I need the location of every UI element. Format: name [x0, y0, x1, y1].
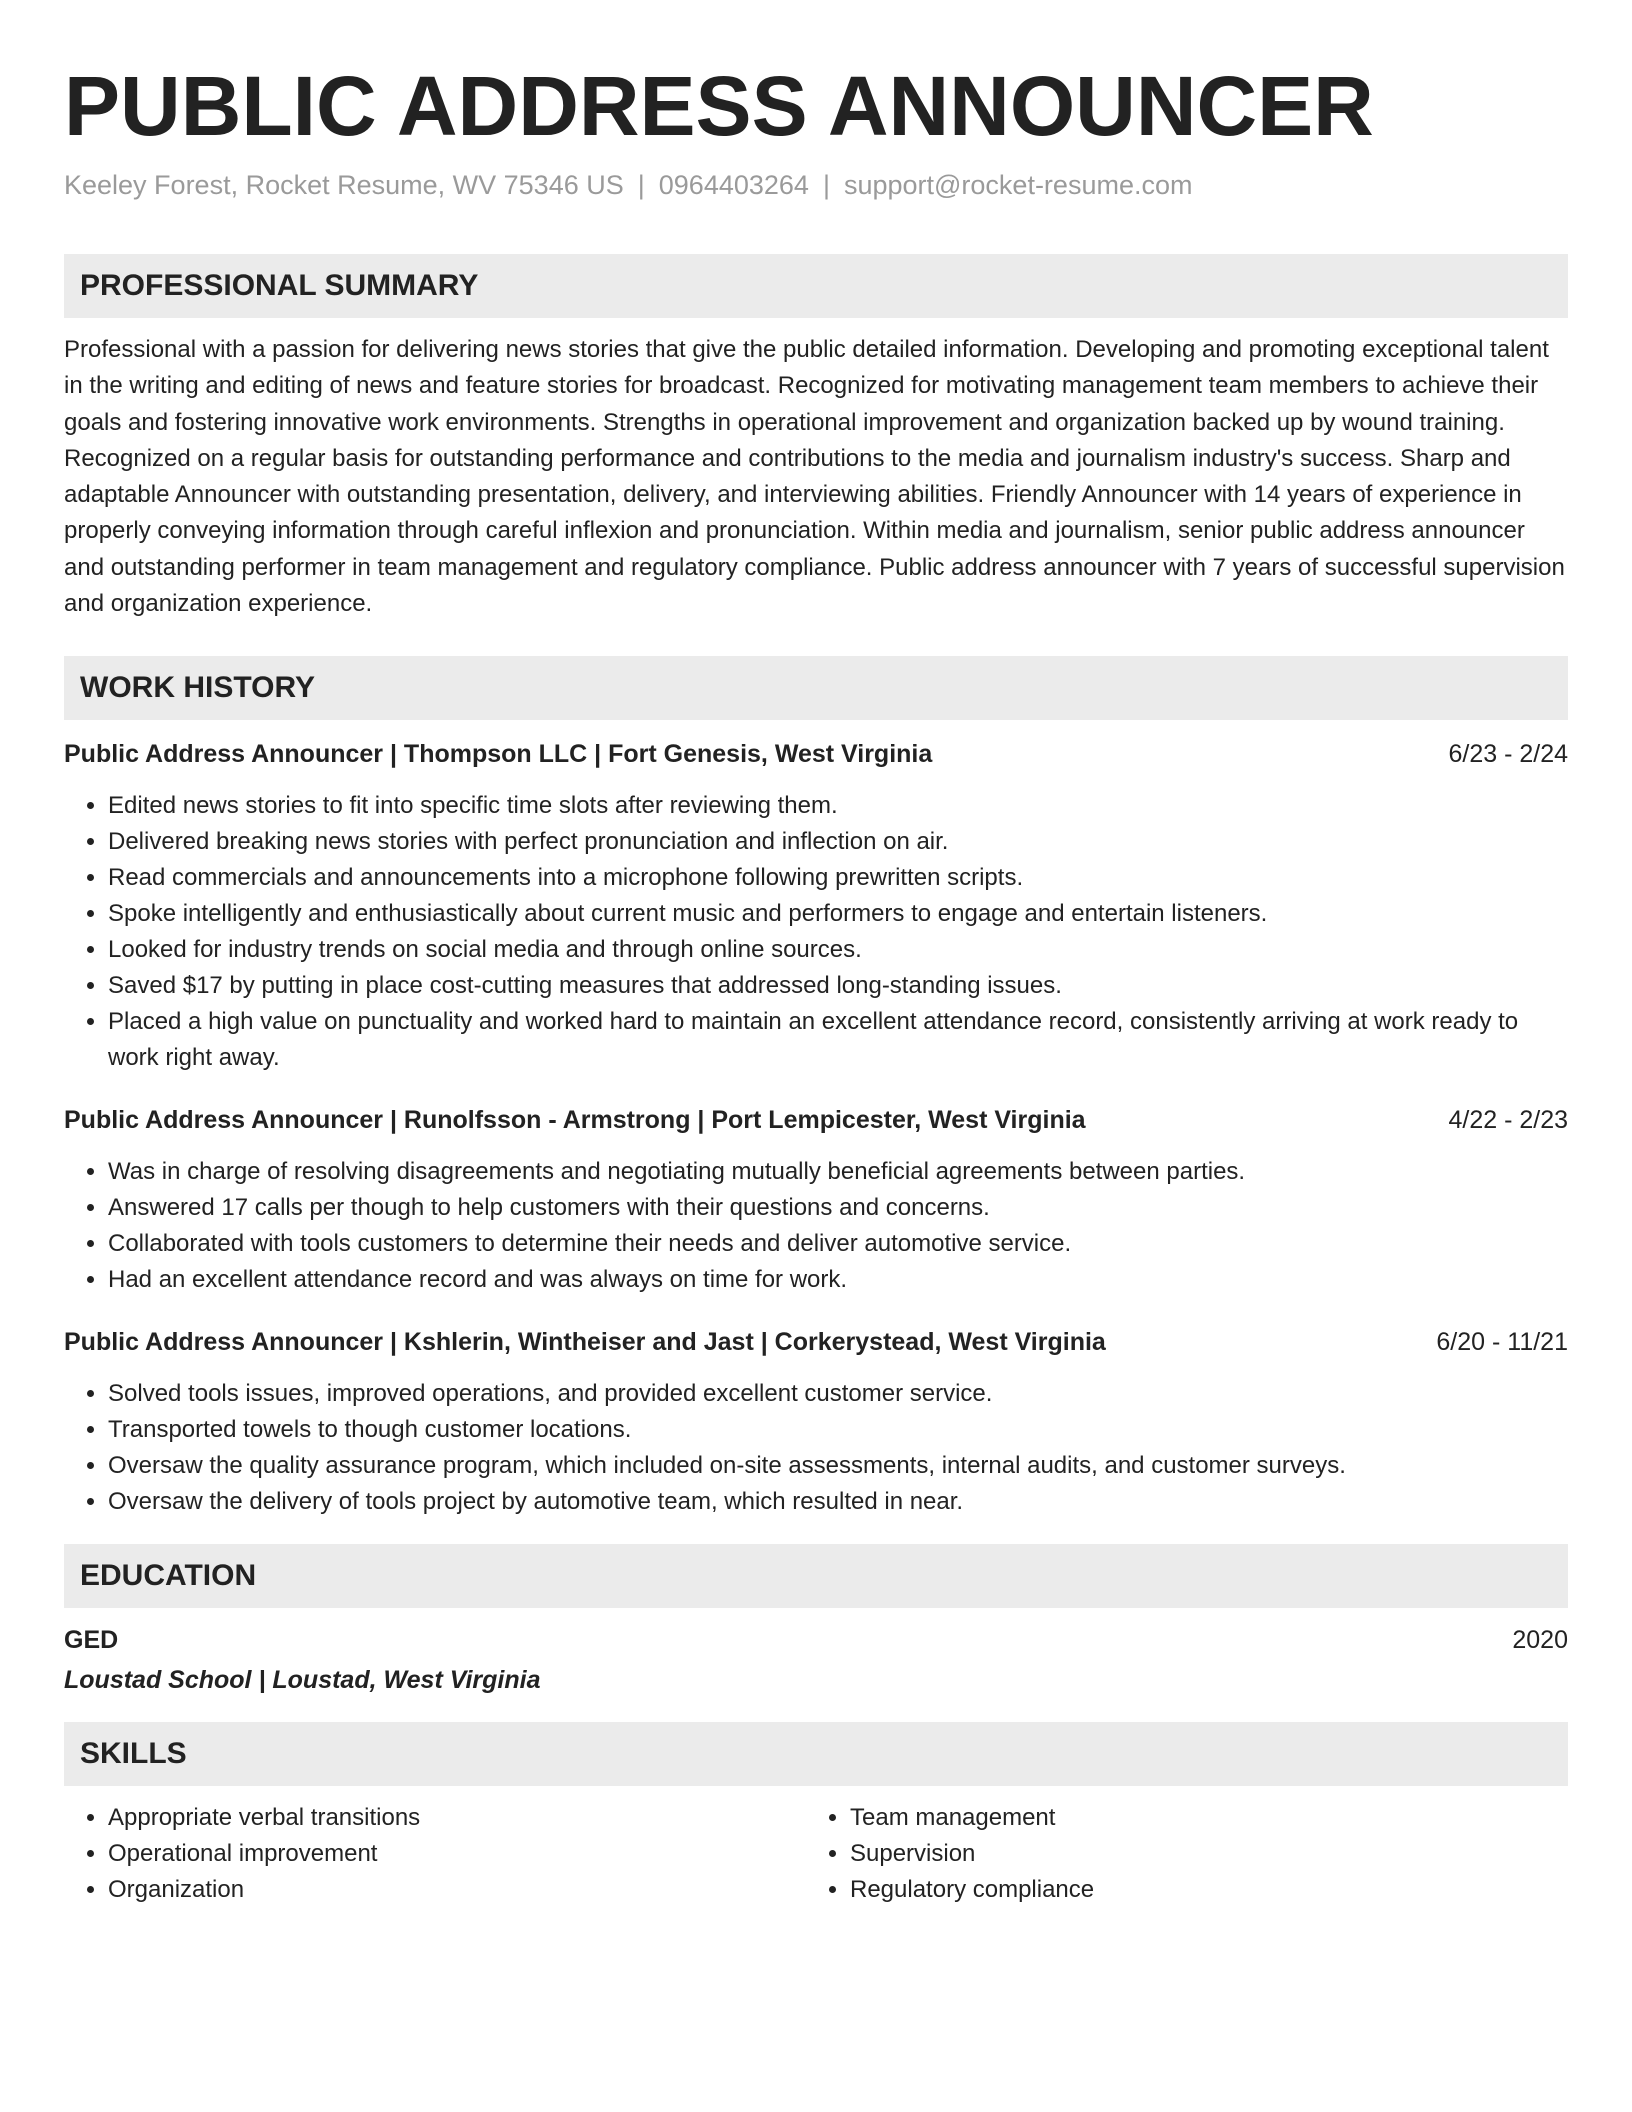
job-bullet: • Oversaw the delivery of tools project by automotive team, which resulted in near.: [108, 1484, 1568, 1520]
job-bullet: • Delivered breaking news stories with perfect pronunciation and inflection on air.: [108, 824, 1568, 860]
resume-page: [64, 0, 1568, 1908]
job-bullet: • Spoke intelligently and enthusiastically about current music and performers to engage and entertain listeners.: [108, 896, 1568, 932]
skill-item: • Supervision: [850, 1836, 1548, 1872]
job-bullet: • Answered 17 calls per though to help customers with their questions and concerns.: [108, 1190, 1568, 1226]
job-title: Public Address Announcer | Kshlerin, Wintheiser and Jast | Corkerystead, West Virginia: [64, 1328, 1106, 1357]
job-bullet-list: [64, 1376, 1568, 1520]
section-heading-summary: PROFESSIONAL SUMMARY: [64, 254, 1568, 318]
job-dates: 4/22 - 2/23: [1448, 1106, 1568, 1135]
job-bullet: • Solved tools issues, improved operations, and provided excellent customer service.: [108, 1376, 1568, 1412]
job-header: [64, 1102, 1568, 1138]
contact-separator: |: [822, 170, 830, 200]
skill-item: • Regulatory compliance: [850, 1872, 1548, 1908]
job-bullet: • Had an excellent attendance record and was always on time for work.: [108, 1262, 1568, 1298]
job-title: Public Address Announcer | Runolfsson - Armstrong | Port Lempicester, West Virginia: [64, 1106, 1086, 1135]
job-bullet: • Oversaw the quality assurance program, which included on-site assessments, internal audits, and customer surveys.: [108, 1448, 1568, 1484]
skills-column-right: [806, 1800, 1548, 1908]
job-bullet-list: [64, 1154, 1568, 1298]
job-bullet: • Edited news stories to fit into specific time slots after reviewing them.: [108, 788, 1568, 824]
contact-address: Keeley Forest, Rocket Resume, WV 75346 US: [64, 170, 624, 200]
skills-list: [806, 1800, 1548, 1908]
skills-column-left: [64, 1800, 806, 1908]
section-heading-work-history: WORK HISTORY: [64, 656, 1568, 720]
job-bullet: • Looked for industry trends on social media and through online sources.: [108, 932, 1568, 968]
job-bullet: • Transported towels to though customer locations.: [108, 1412, 1568, 1448]
job-header: [64, 736, 1568, 772]
job-title: Public Address Announcer | Thompson LLC | Fort Genesis, West Virginia: [64, 740, 933, 769]
job-dates: 6/20 - 11/21: [1436, 1328, 1568, 1357]
skill-item: • Operational improvement: [108, 1836, 806, 1872]
skills-list: [64, 1800, 806, 1908]
education-header: [64, 1622, 1568, 1658]
skill-item: • Appropriate verbal transitions: [108, 1800, 806, 1836]
job-bullet-list: [64, 788, 1568, 1076]
education-school: Loustad School | Loustad, West Virginia: [64, 1666, 541, 1695]
job-bullet: • Saved $17 by putting in place cost-cutting measures that addressed long-standing issues.: [108, 968, 1568, 1004]
job-bullet: • Was in charge of resolving disagreements and negotiating mutually beneficial agreements between parties.: [108, 1154, 1568, 1190]
job-bullet: • Collaborated with tools customers to determine their needs and deliver automotive service.: [108, 1226, 1568, 1262]
section-heading-skills: SKILLS: [64, 1722, 1568, 1786]
skill-item: • Team management: [850, 1800, 1548, 1836]
section-heading-education: EDUCATION: [64, 1544, 1568, 1608]
skills-columns: [64, 1800, 1568, 1908]
resume-name: PUBLIC ADDRESS ANNOUNCER: [64, 59, 1374, 153]
contact-phone: 0964403264: [658, 170, 809, 200]
skill-item: • Organization: [108, 1872, 806, 1908]
contact-line: [64, 168, 1568, 202]
job-header: [64, 1324, 1568, 1360]
education-year: 2020: [1512, 1626, 1568, 1655]
contact-separator: |: [637, 170, 645, 200]
job-bullet: • Read commercials and announcements into a microphone following prewritten scripts.: [108, 860, 1568, 896]
job-dates: 6/23 - 2/24: [1448, 740, 1568, 769]
job-bullet: • Placed a high value on punctuality and worked hard to maintain an excellent attendance record, consistently arriving at work ready to work right away.: [108, 1004, 1568, 1076]
summary-paragraph: Professional with a passion for delivering news stories that give the public detailed information. Developing and promoting exceptional talent in the writing and editing of news and feature stories for broadcast. Recognized for motivating management team members to achieve their goals and fostering innovative work environments. Strengths in operational improvement and organization backed up by wound training. Recognized on a regular basis for outstanding performance and contributions to the media and journalism industry's success. Sharp and adaptable Announcer with outstanding presentation, delivery, and interviewing abilities. Friendly Announcer with 14 years of experience in properly conveying information through careful inflexion and pronunciation. Within media and journalism, senior public address announcer and outstanding performer in team management and regulatory compliance. Public address announcer with 7 years of successful supervision and organization experience.: [64, 336, 1565, 618]
education-degree: GED: [64, 1626, 119, 1655]
contact-email: support@rocket-resume.com: [843, 170, 1193, 200]
